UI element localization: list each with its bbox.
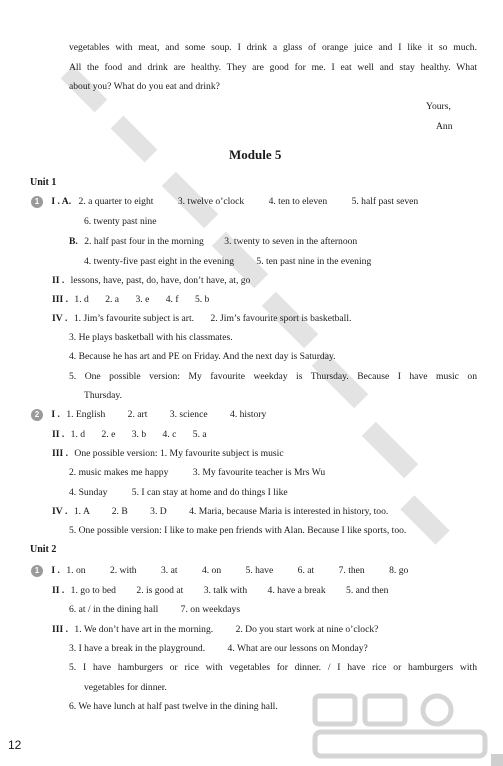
answer: 4. c [162, 429, 177, 440]
answer: 2. with [109, 565, 137, 577]
answer: 3. talk with [203, 585, 248, 596]
part-label: II . [52, 429, 65, 440]
answer: 2. half past four in the morning [84, 236, 204, 247]
answer: 3. b [131, 429, 147, 440]
answer: 1. A [73, 506, 90, 517]
answer: 5. have [245, 565, 274, 577]
answer: 6. at [297, 565, 315, 577]
answer: 3. I have a break in the playground. [69, 643, 206, 654]
answer: 5. I can stay at home and do things I like [131, 487, 288, 498]
page-number: 12 [8, 738, 22, 752]
answer: 4. What are our lessons on Monday? [227, 643, 368, 654]
answer: 4. on [201, 565, 222, 577]
answer: 4. ten to eleven [268, 196, 328, 208]
answer: 3. He plays basketball with his classmates. [69, 332, 233, 343]
answer: 5. half past seven [351, 196, 419, 208]
answer: 4. Maria, because Maria is interested in history, too. [189, 506, 389, 517]
part-label: IV . [52, 313, 68, 324]
answer: Thursday. [84, 390, 123, 401]
answer: 4. Sunday [69, 487, 108, 498]
part-label: I . A. [51, 196, 72, 208]
answer: 1. go to bed [70, 585, 116, 596]
answer: 6. at / in the dining hall [69, 604, 159, 615]
answer: 2. e [101, 429, 116, 440]
answer: lessons, have, past, do, have, don’t have, at, go [70, 275, 251, 286]
answer: 2. is good at [136, 585, 184, 596]
answer: 1. We don’t have art in the morning. [74, 624, 214, 635]
unit1-s1-row-3 [69, 236, 357, 248]
answer: 3. D [150, 506, 167, 517]
answer: 6. twenty past nine [84, 216, 157, 227]
answer: 5. One possible version: I like to make pen friends with Alan. Because I like sports, too. [69, 525, 407, 536]
answer: One possible version: 1. My favourite subject is music [74, 448, 284, 459]
answer: 5. and then [346, 585, 389, 596]
answer: 3. twelve o’clock [177, 196, 245, 208]
answer: 5. b [194, 294, 210, 305]
answer: 3. science [169, 409, 208, 421]
answer: 6. We have lunch at half past twelve in the dining hall. [69, 701, 278, 712]
answer: 4. history [230, 409, 267, 421]
answer: 5. a [192, 429, 207, 440]
letter-line-2: All the food and drink are healthy. They are good for me. I eat well and stay healthy. What [69, 62, 477, 73]
unit1-s2-row-5 [69, 487, 288, 499]
answer: 1. Jim’s favourite subject is art. [73, 313, 195, 324]
answer: 3. e [135, 294, 150, 305]
answer: 8. go [389, 565, 409, 577]
unit1-s2-row-4 [69, 467, 325, 479]
unit2-s1-row-4 [52, 624, 378, 636]
answer: 1. on [66, 565, 86, 577]
unit1-s1-row-5 [52, 275, 250, 287]
answer: 2. B [111, 506, 128, 517]
unit1-s1-row-7 [52, 313, 351, 325]
unit-2-title: Unit 2 [30, 544, 57, 555]
unit1-s1-row-1 [31, 196, 418, 208]
unit1-s1-row-4 [84, 256, 371, 268]
letter-closing: Yours, [426, 101, 451, 112]
answer: 5. ten past nine in the evening [256, 256, 372, 267]
answer: 2. a quarter to eight [78, 196, 154, 208]
answer: 2. a [105, 294, 120, 305]
unit2-s1-row-2 [52, 585, 388, 597]
answer: 5. One possible version: My favourite weekday is Thursday. Because I have music on [69, 371, 477, 382]
answer: 2. Do you start work at nine o’clock? [235, 624, 379, 635]
page-corner-mark [491, 754, 503, 766]
answer: 2. music makes me happy [69, 467, 169, 478]
answer: 7. then [338, 565, 365, 577]
section-number-badge: 1 [31, 196, 43, 208]
unit1-s2-row-6 [52, 506, 388, 518]
module-title: Module 5 [229, 147, 282, 162]
answer: 4. twenty-five past eight in the evening [84, 256, 234, 267]
section-number-badge: 2 [31, 409, 43, 421]
unit1-s2-row-1 [31, 409, 266, 421]
part-label: IV . [52, 506, 68, 517]
part-label: B. [69, 236, 78, 247]
letter-signature: Ann [436, 121, 453, 132]
site-logo-watermark [307, 690, 497, 762]
part-label: III . [52, 294, 68, 305]
answer: 5. I have hamburgers or rice with vegetables for dinner. / I have rice or hamburgers with [69, 662, 477, 673]
answer: 1. d [70, 429, 86, 440]
part-label: III . [52, 448, 68, 459]
part-label: II . [52, 585, 65, 596]
unit2-s1-row-3 [69, 604, 240, 616]
answer: 7. on weekdays [180, 604, 241, 615]
answer: 3. at [161, 565, 178, 577]
part-label: II . [52, 275, 65, 286]
answer: 3. My favourite teacher is Mrs Wu [192, 467, 326, 478]
letter-line-3: about you? What do you eat and drink? [69, 81, 220, 92]
part-label: I . [51, 409, 60, 421]
unit1-s2-row-3 [52, 448, 284, 460]
unit1-s2-row-2 [52, 429, 207, 441]
answer: 3. twenty to seven in the afternoon [224, 236, 358, 247]
answer: 1. English [66, 409, 106, 421]
answer: 4. Because he has art and PE on Friday. And the next day is Saturday. [69, 351, 336, 362]
answer: 1. d [74, 294, 89, 305]
section-number-badge: 1 [31, 565, 43, 577]
unit1-s1-row-6 [52, 294, 209, 306]
answer: 4. have a break [267, 585, 326, 596]
letter-line-1: vegetables with meat, and some soup. I drink a glass of orange juice and I like it so much. [69, 42, 477, 53]
answer: 2. Jim’s favourite sport is basketball. [210, 313, 352, 324]
part-label: I . [51, 565, 60, 577]
answer: 4. f [165, 294, 179, 305]
unit-1-title: Unit 1 [30, 177, 57, 188]
part-label: III . [52, 624, 68, 635]
unit2-s1-row-5 [69, 643, 368, 655]
answer: 2. art [127, 409, 148, 421]
unit2-s1-row-1 [31, 565, 408, 577]
answer: vegetables for dinner. [84, 682, 167, 693]
